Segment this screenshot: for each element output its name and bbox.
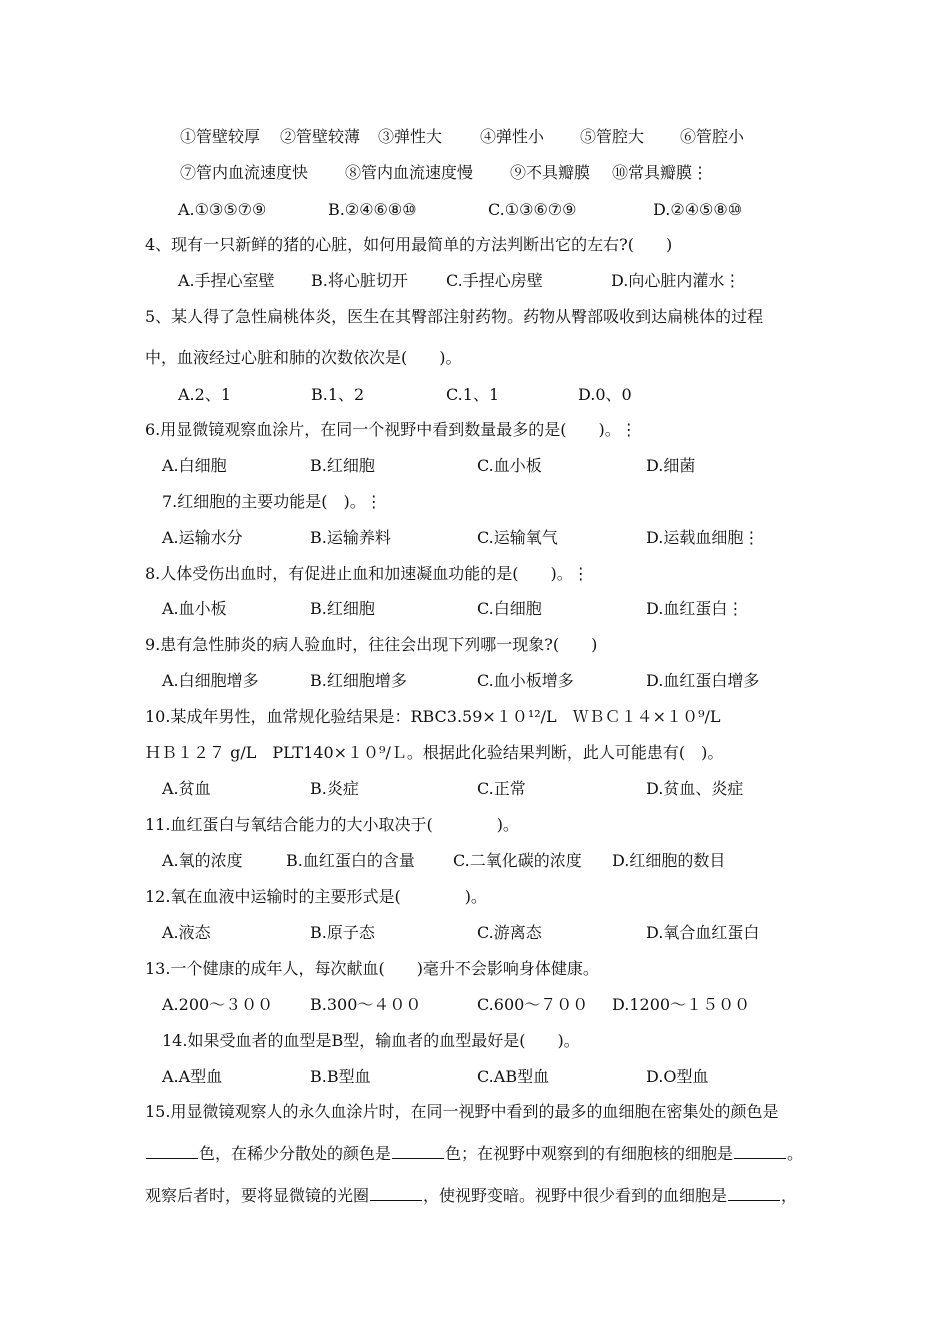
q5-stem-line-1: 5、某人得了急性扁桃体炎，医生在其臀部注射药物。药物从臀部吸收到达扁桃体的过程 xyxy=(145,307,764,326)
q11-stem: 11.血红蛋白与氧结合能力的大小取决于( )。 xyxy=(145,815,519,834)
option-c: C.1、1 xyxy=(446,385,500,404)
option-b: B.炎症 xyxy=(310,779,359,798)
option-a: A.血小板 xyxy=(162,599,227,618)
option-d: D.红细胞的数目 xyxy=(612,851,726,870)
option-d: D.O型血 xyxy=(646,1067,709,1086)
option-b: B.运输养料 xyxy=(310,528,391,547)
option-b: B.红细胞增多 xyxy=(310,671,407,690)
option-a: A.200～３００ xyxy=(162,995,274,1014)
option-c: C.血小板 xyxy=(477,456,542,475)
option-b: B.血红蛋白的含量 xyxy=(286,851,415,870)
option-d: D.血红蛋白增多 xyxy=(646,671,760,690)
q15-text: 色；在视野中观察到的有细胞核的细胞是 xyxy=(445,1144,734,1163)
option-b: B.1、2 xyxy=(311,385,365,404)
q7-stem: 7.红细胞的主要功能是( )。⋮ xyxy=(162,492,382,511)
option-d: D.向心脏内灌水⋮ xyxy=(611,271,741,290)
option-a: A.运输水分 xyxy=(162,528,243,547)
option-a: A.A型血 xyxy=(162,1067,223,1086)
option-d: D.贫血、炎症 xyxy=(646,779,744,798)
option-d: D.细菌 xyxy=(646,456,696,475)
option-c: C.AB型血 xyxy=(477,1067,550,1086)
q13-stem: 13.一个健康的成年人，每次献血( )毫升不会影响身体健康。 xyxy=(145,959,599,978)
q15-line-1: 15.用显微镜观察人的永久血涂片时，在同一视野中看到的最多的血细胞在密集处的颜色是 xyxy=(145,1102,779,1121)
property-item: ③弹性大 xyxy=(378,127,443,146)
option-b: B.将心脏切开 xyxy=(311,271,408,290)
option-a: A.贫血 xyxy=(162,779,211,798)
option-c: C.①③⑥⑦⑨ xyxy=(488,200,577,219)
property-item: ④弹性小 xyxy=(480,127,545,146)
q15-text: ，使视野变暗。视野中很少看到的血细胞是 xyxy=(423,1186,728,1205)
option-c: C.白细胞 xyxy=(477,599,542,618)
option-a: A.①③⑤⑦⑨ xyxy=(178,200,267,219)
q10-stem-line-1: 10.某成年男性，血常规化验结果是：RBC3.59×１０¹²/L ＷＢＣ１４×１０⁹/L xyxy=(145,707,721,726)
option-a: A.白细胞增多 xyxy=(162,671,259,690)
property-item: ⑧管内血流速度慢 xyxy=(345,163,474,182)
property-item: ⑦管内血流速度快 xyxy=(180,163,309,182)
q14-stem: 14.如果受血者的血型是B型，输血者的血型最好是( )。 xyxy=(162,1031,580,1050)
option-c: C.600～７００ xyxy=(477,995,589,1014)
option-c: C.游离态 xyxy=(477,923,542,942)
option-b: B.红细胞 xyxy=(310,456,375,475)
property-item: ⑨不具瓣膜 xyxy=(510,163,591,182)
property-item: ②管壁较薄 xyxy=(280,127,361,146)
property-item: ⑤管腔大 xyxy=(580,127,645,146)
q15-text: 观察后者时，要将显微镜的光圈 xyxy=(145,1186,370,1205)
q15-line-2 xyxy=(145,1143,803,1165)
answer-blank xyxy=(146,1144,198,1159)
option-d: D.0、0 xyxy=(578,385,632,404)
q9-stem: 9.患有急性肺炎的病人验血时，往往会出现下列哪一现象?( ) xyxy=(145,635,598,654)
option-d: D.②④⑤⑧⑩ xyxy=(653,200,743,219)
answer-blank xyxy=(370,1186,422,1201)
answer-blank xyxy=(728,1186,780,1201)
q15-text: 。 xyxy=(787,1144,804,1163)
option-a: A.白细胞 xyxy=(162,456,227,475)
option-b: B.B型血 xyxy=(310,1067,371,1086)
q10-stem-line-2: ＨＢ１２７ g/L PLT140×１０⁹/Ｌ。根据此化验结果判断，此人可能患有( )。 xyxy=(145,743,724,762)
property-item: ⑩常具瓣膜⋮ xyxy=(612,163,709,182)
q5-stem-line-2: 中，血液经过心脏和肺的次数依次是( )。 xyxy=(145,348,462,367)
option-b: B.300～４００ xyxy=(310,995,422,1014)
q8-stem: 8.人体受伤出血时，有促进止血和加速凝血功能的是( )。⋮ xyxy=(145,564,589,583)
answer-blank xyxy=(392,1144,444,1159)
q15-text: ， xyxy=(781,1186,798,1205)
property-item: ⑥管腔小 xyxy=(680,127,745,146)
q15-line-3 xyxy=(145,1185,797,1207)
option-b: B.②④⑥⑧⑩ xyxy=(328,200,417,219)
option-c: C.血小板增多 xyxy=(477,671,574,690)
option-b: B.红细胞 xyxy=(310,599,375,618)
option-a: A.2、1 xyxy=(178,385,232,404)
option-c: C.手捏心房壁 xyxy=(446,271,543,290)
q6-stem: 6.用显微镜观察血涂片，在同一个视野中看到数量最多的是( )。⋮ xyxy=(145,420,637,439)
option-a: A.手捏心室壁 xyxy=(178,271,275,290)
option-d: D.运载血细胞⋮ xyxy=(646,528,760,547)
q4-stem: 4、现有一只新鲜的猪的心脏，如何用最简单的方法判断出它的左右?( ) xyxy=(145,235,673,254)
option-c: C.正常 xyxy=(477,779,526,798)
option-a: A.氧的浓度 xyxy=(162,851,243,870)
option-d: D.血红蛋白⋮ xyxy=(646,599,744,618)
option-a: A.液态 xyxy=(162,923,211,942)
q15-text: 色，在稀少分散处的颜色是 xyxy=(199,1144,392,1163)
q12-stem: 12.氧在血液中运输时的主要形式是( )。 xyxy=(145,887,487,906)
answer-blank xyxy=(734,1144,786,1159)
option-c: C.二氧化碳的浓度 xyxy=(453,851,582,870)
option-d: D.1200～１５００ xyxy=(612,995,751,1014)
option-b: B.原子态 xyxy=(310,923,375,942)
property-item: ①管壁较厚 xyxy=(180,127,261,146)
option-c: C.运输氧气 xyxy=(477,528,558,547)
option-d: D.氧合血红蛋白 xyxy=(646,923,760,942)
